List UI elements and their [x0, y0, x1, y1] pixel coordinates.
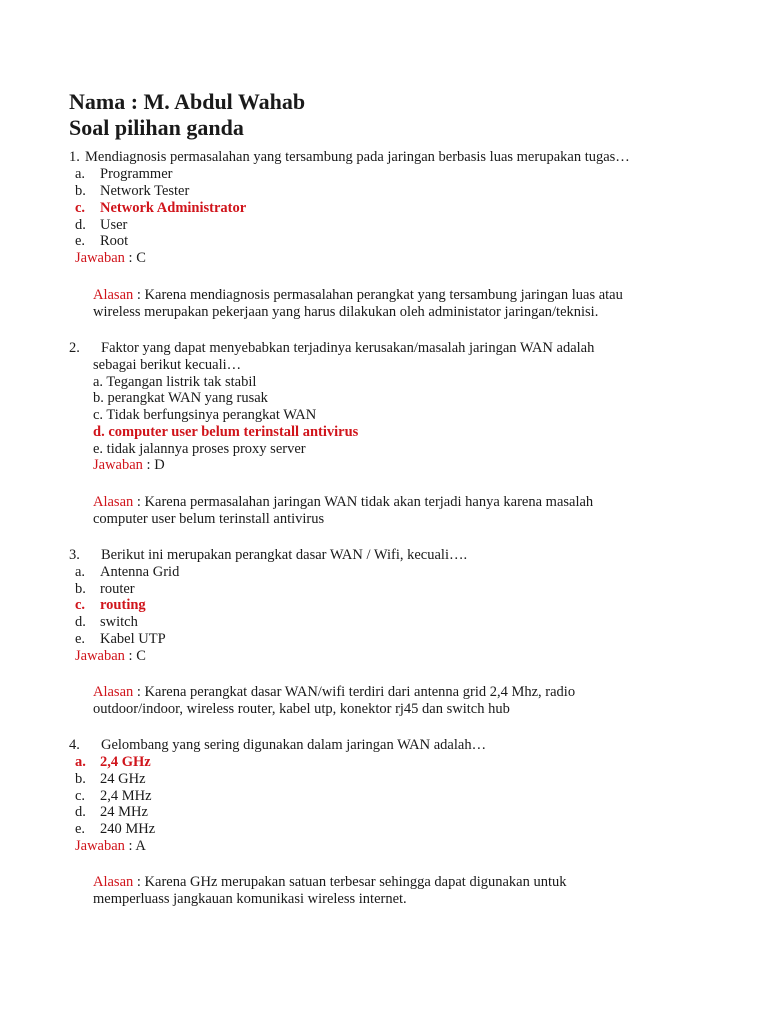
reason-line [93, 494, 593, 511]
reason-label: Alasan [93, 494, 134, 510]
correct-option-text: 2,4 GHz [100, 754, 151, 770]
reason-label: Alasan [93, 684, 134, 700]
option-text: Kabel UTP [100, 631, 166, 647]
option-text: Network Tester [100, 183, 190, 199]
question-text: Mendiagnosis permasalahan yang tersambung pada jaringan berbasis luas merupakan tugas… [85, 149, 630, 165]
question-text-continued: sebagai berikut kecuali… [93, 357, 242, 373]
answer-line [75, 838, 146, 855]
option-text: c. Tidak berfungsinya perangkat WAN [93, 407, 317, 423]
reason-text: : Karena permasalahan jaringan WAN tidak akan terjadi hanya karena masalah [133, 494, 594, 510]
option-letter: d. [75, 804, 86, 820]
option-letter: b. [75, 771, 86, 787]
option-text: e. tidak jalannya proses proxy server [93, 441, 306, 457]
answer-line [75, 648, 146, 665]
reason-text: : Karena perangkat dasar WAN/wifi terdiri dari antenna grid 2,4 Mhz, radio [133, 684, 576, 700]
option-letter: a. [75, 166, 86, 182]
reason-line [93, 874, 567, 891]
option-letter: d. [75, 217, 86, 233]
question-number: 3. [69, 547, 80, 563]
reason-line [93, 684, 575, 701]
reason-text-continued: memperluass jangkauan komunikasi wireless internet. [93, 891, 407, 907]
answer-value: : A [124, 838, 146, 854]
option-text: a. Tegangan listrik tak stabil [93, 374, 257, 390]
reason-line [93, 287, 623, 304]
correct-option-letter: c. [75, 597, 86, 613]
answer-value: : C [124, 648, 146, 664]
option-letter: e. [75, 631, 86, 647]
reason-text: : Karena mendiagnosis permasalahan perangkat yang tersambung jaringan luas atau [133, 287, 623, 303]
reason-text: : Karena GHz merupakan satuan terbesar sehingga dapat digunakan untuk [133, 874, 567, 890]
option-letter: b. [75, 581, 86, 597]
option-letter: d. [75, 614, 86, 630]
option-text: b. perangkat WAN yang rusak [93, 390, 268, 406]
reason-label: Alasan [93, 287, 134, 303]
document-subtitle: Soal pilihan ganda [69, 115, 244, 140]
correct-option-letter: c. [75, 200, 86, 216]
option-text: 24 MHz [100, 804, 148, 820]
question-text: Gelombang yang sering digunakan dalam jaringan WAN adalah… [101, 737, 487, 753]
option-text: User [100, 217, 128, 233]
answer-label: Jawaban [75, 838, 125, 854]
option-text: Programmer [100, 166, 173, 182]
answer-value: : D [142, 457, 165, 473]
answer-line [75, 250, 146, 267]
option-text: Root [100, 233, 129, 249]
reason-label: Alasan [93, 874, 134, 890]
option-text: Antenna Grid [100, 564, 180, 580]
correct-option-text: Network Administrator [100, 200, 247, 216]
correct-option-letter: a. [75, 754, 86, 770]
answer-label: Jawaban [93, 457, 143, 473]
question-number: 1. [69, 149, 80, 165]
option-letter: b. [75, 183, 86, 199]
option-text: 240 MHz [100, 821, 156, 837]
option-letter: c. [75, 788, 86, 804]
option-text: switch [100, 614, 138, 630]
option-letter: e. [75, 821, 86, 837]
answer-line [93, 457, 165, 474]
option-text: 24 GHz [100, 771, 146, 787]
question-number: 4. [69, 737, 80, 753]
correct-option-text: d. computer user belum terinstall antivirus [93, 424, 359, 440]
reason-text-continued: wireless merupakan pekerjaan yang harus dilakukan oleh administator jaringan/teknisi. [93, 304, 599, 320]
correct-option-text: routing [100, 597, 146, 613]
question-text: Faktor yang dapat menyebabkan terjadinya kerusakan/masalah jaringan WAN adalah [101, 340, 595, 356]
student-name: Nama : M. Abdul Wahab [69, 89, 306, 114]
reason-text-continued: outdoor/indoor, wireless router, kabel utp, konektor rj45 dan switch hub [93, 701, 510, 717]
answer-value: : C [124, 250, 146, 266]
question-number: 2. [69, 340, 80, 356]
question-text: Berikut ini merupakan perangkat dasar WAN / Wifi, kecuali…. [101, 547, 468, 563]
option-letter: e. [75, 233, 86, 249]
answer-label: Jawaban [75, 250, 125, 266]
option-letter: a. [75, 564, 86, 580]
reason-text-continued: computer user belum terinstall antivirus [93, 511, 325, 527]
option-text: 2,4 MHz [100, 788, 152, 804]
answer-label: Jawaban [75, 648, 125, 664]
option-text: router [100, 581, 135, 597]
